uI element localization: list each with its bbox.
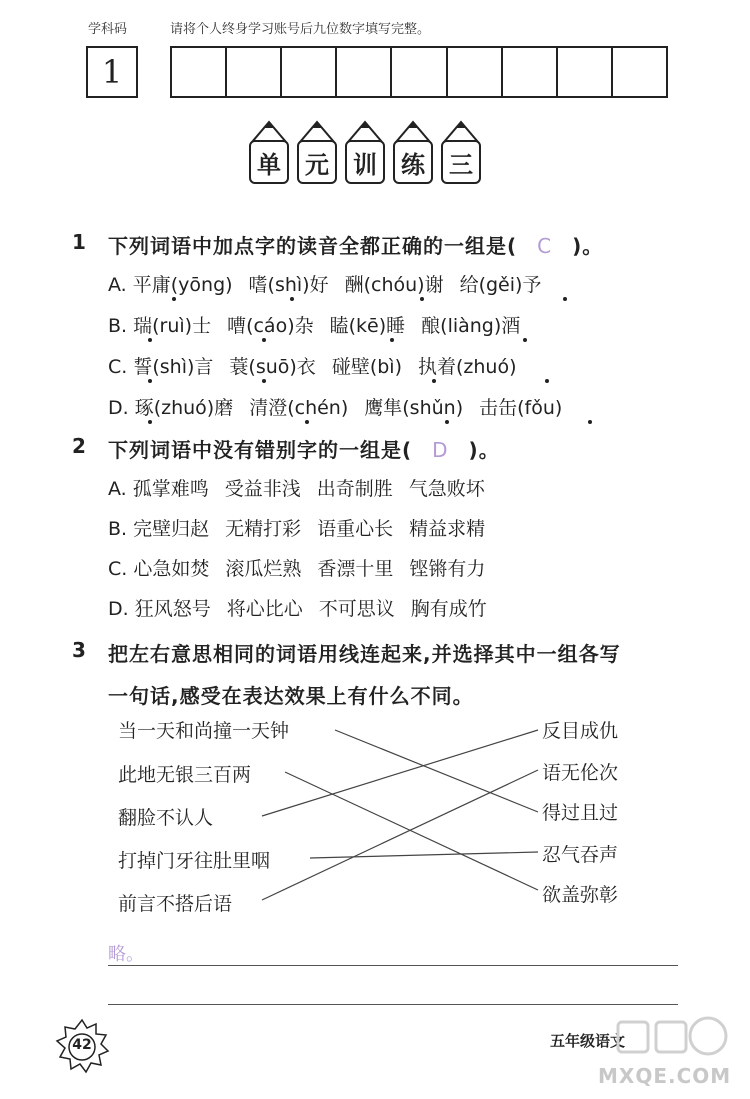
option-row: A. 孤掌难鸣 受益非浅 出奇制胜 气急败坏 [108, 478, 485, 500]
question-number: 2 [72, 434, 86, 458]
option-row: A. 平庸(yōng) 嗜(shì)好 酬(chóu)谢 给(gěi)予 [108, 274, 542, 296]
match-line [310, 852, 538, 858]
option-row: C. 誓(shì)言 蓑(suō)衣 碰壁(bì) 执着(zhuó) [108, 356, 517, 378]
option-row: B. 瑞(ruì)士 嘈(cáo)杂 瞌(kē)睡 酿(liàng)酒 [108, 315, 521, 337]
pencil-char: 训 [344, 120, 386, 186]
answer-mark: D [432, 438, 449, 462]
match-line [285, 772, 538, 890]
pencil-char: 三 [440, 120, 482, 186]
question-text-line1: 把左右意思相同的词语用线连起来,并选择其中一组各写 [108, 642, 621, 666]
watermark-logo-icon [598, 1014, 738, 1064]
answer-line[interactable] [108, 965, 678, 966]
left-term[interactable]: 当一天和尚撞一天钟 [118, 720, 290, 742]
answer-line[interactable] [108, 1004, 678, 1005]
left-term[interactable]: 前言不搭后语 [118, 893, 233, 915]
right-term[interactable]: 欲盖弥彰 [542, 884, 619, 906]
subject-code-label: 学科码 [88, 22, 128, 37]
right-term[interactable]: 忍气吞声 [542, 844, 619, 866]
left-term[interactable]: 翻脸不认人 [118, 807, 214, 829]
option-row: C. 心急如焚 滚瓜烂熟 香漂十里 铿锵有力 [108, 558, 486, 580]
watermark-text: MXQE.COM [598, 1064, 732, 1088]
answer-mark: C [537, 234, 553, 258]
question-text: 下列词语中加点字的读音全都正确的一组是( C )。 [108, 234, 604, 258]
grade-subject: 五年级语文 [550, 1032, 626, 1050]
account-instruction: 请将个人终身学习账号后九位数字填写完整。 [170, 22, 431, 37]
option-row: B. 完壁归赵 无精打彩 语重心长 精益求精 [108, 518, 486, 540]
question-text-line2: 一句话,感受在表达效果上有什么不同。 [108, 684, 474, 708]
option-row: D. 琢(zhuó)磨 清澄(chén) 鹰隼(shǔn) 击缶(fǒu) [108, 397, 563, 419]
watermark [598, 1014, 738, 1094]
pencil-char: 单 [248, 120, 290, 186]
option-row: D. 狂风怒号 将心比心 不可思议 胸有成竹 [108, 598, 487, 620]
match-line [262, 730, 538, 816]
pencil-char: 元 [296, 120, 338, 186]
pencil-char: 练 [392, 120, 434, 186]
match-line [335, 730, 538, 812]
left-term[interactable]: 此地无银三百两 [118, 764, 252, 786]
question-text: 下列词语中没有错别字的一组是( D )。 [108, 438, 500, 462]
question-number: 1 [72, 230, 86, 254]
answer-text: 略。 [108, 944, 144, 965]
page-number: 42 [72, 1037, 92, 1053]
match-line [262, 770, 538, 900]
right-term[interactable]: 得过且过 [542, 802, 619, 824]
right-term[interactable]: 反目成仇 [542, 720, 619, 742]
subject-code-box[interactable]: 1 [86, 46, 138, 98]
question-number: 3 [72, 638, 86, 662]
right-term[interactable]: 语无伦次 [542, 762, 619, 784]
left-term[interactable]: 打掉门牙往肚里咽 [118, 850, 271, 872]
